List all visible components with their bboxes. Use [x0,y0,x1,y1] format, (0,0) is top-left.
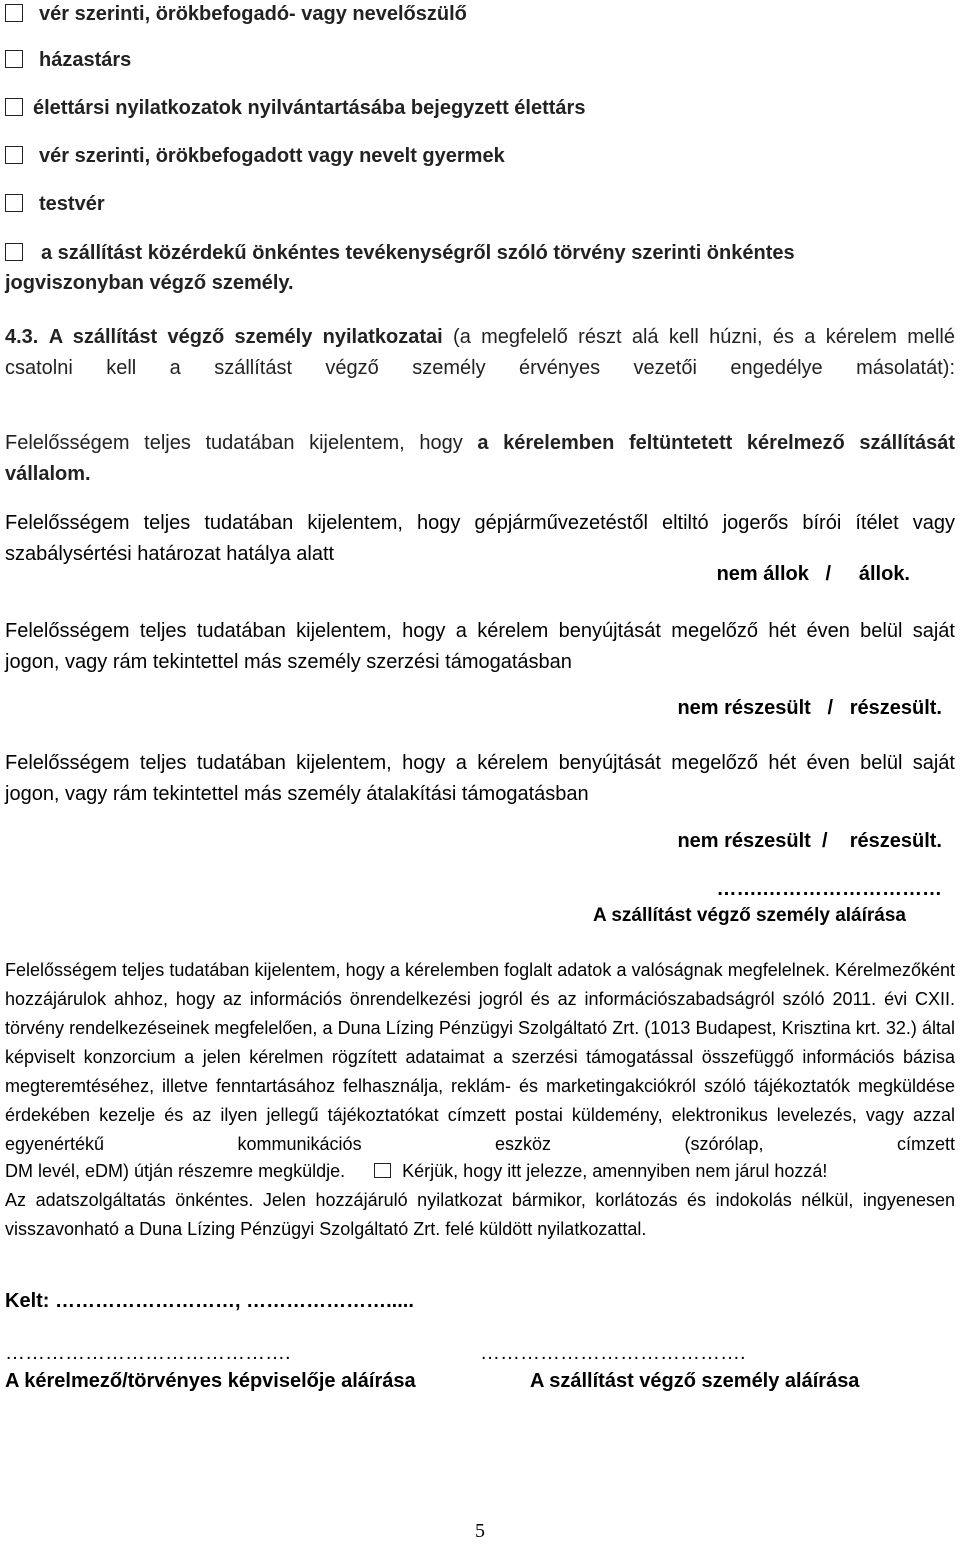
checkbox-option-partner[interactable] [5,93,955,123]
kelt-label: Kelt: [5,1290,50,1312]
checkbox-box[interactable] [5,194,23,212]
section-heading-block [5,322,955,383]
consent-optout-text: Kérjük, hogy itt jelezze, amennyiben nem járul hozzá! [402,1161,828,1181]
declaration-1-prefix: Felelősségem teljes tudatában kijelentem, hogy [5,432,463,454]
checkbox-label: testvér [39,193,105,215]
declaration-1-bold: a kérelemben feltüntetett kérelmező szállítását vállalom. [5,432,956,485]
declaration-1 [5,428,955,489]
checkbox-label: vér szerinti, örökbefogadó- vagy nevelőszülő [39,3,467,25]
sig-dots-right[interactable]: …………………………………. [480,1342,746,1364]
checkbox-box[interactable] [5,98,23,116]
declaration-2: Felelősségem teljes tudatában kijelentem, hogy gépjárművezetéstől eltiltó jogerős bírói ítélet vagy szabálysértési határozat hatálya alatt [5,512,955,565]
kelt-dots[interactable]: ………………………, …………………..... [55,1290,414,1312]
checkbox-box[interactable] [5,146,23,164]
checkbox-label: házastárs [39,49,132,71]
sig-label-left: A kérelmező/törvényes képviselője aláírása [5,1370,416,1392]
sig-dots-left[interactable]: ……………………………………. [5,1342,291,1364]
optout-checkbox[interactable] [374,1163,391,1178]
page-number: 5 [475,1520,485,1542]
declaration-4: Felelősségem teljes tudatában kijelentem, hogy a kérelem benyújtását megelőző hét éven belül saját jogon, vagy rám tekintettel más személy átalakítási támogatásban [5,752,955,805]
checkbox-box[interactable] [5,50,23,68]
signature-driver-dots[interactable]: …….……………………… [716,878,942,900]
consent-paragraph: Felelősségem teljes tudatában kijelentem, hogy a kérelemben foglalt adatok a valóságnak megfelelnek. Kérelmezőként hozzájárulok ahhoz, hogy az információs önrendelkezési jogról és az információszabadságról szóló 2011. évi CXII. törvény rendelkezéseinek megfelelően, a Duna Lízing Pénzügyi Szolgáltató Zrt. (1013 Budapest, Krisztina krt. 32.) által képviselt konzorcium a jelen kérelmen rögzített adataimat a szerzési támogatással összefüggő információs bázisa megteremtéséhez, illetve fenntartásához felhasználja, reklám- és marketingakciókról szóló tájékoztatók megküldése érdekében kezelje és az ilyen jellegű tájékoztatókat címzett postai küldemény, elektronikus levelezés, vagy azzal egyenértékű kommunikációs eszköz (szórólap, címzett [5,960,955,1154]
signature-driver-label: A szállítást végző személy aláírása [593,905,906,926]
section-title: A szállítást végző személy nyilatkozatai [48,326,443,348]
kelt-line[interactable] [5,1290,414,1313]
section-number: 4.3. [5,326,39,348]
checkbox-option-volunteer[interactable] [5,238,955,268]
checkbox-label-cont: jogviszonyban végző személy. [5,272,294,294]
consent-dm-line [5,1157,955,1186]
consent-dm-text: DM levél, eDM) útján részemre megküldje. [5,1161,346,1181]
checkbox-option-parent[interactable] [5,0,955,29]
section-intro: (a megfelelő részt alá kell húzni, és a kérelem mellé csatolni kell a szállítást végző személy érvényes vezetői engedélye másolatát): [5,326,955,379]
checkbox-option-volunteer-cont [5,268,955,298]
checkbox-label: a szállítást közérdekű önkéntes tevékenységről szóló törvény szerinti önkéntes [41,242,795,264]
checkbox-option-spouse[interactable] [5,45,955,75]
declaration-4-options[interactable]: nem részesült / részesült. [677,830,942,852]
checkbox-option-child[interactable] [5,141,955,171]
declaration-3-options[interactable]: nem részesült / részesült. [677,697,942,719]
declaration-2-options[interactable]: nem állok / állok. [716,563,910,585]
declaration-3: Felelősségem teljes tudatában kijelentem, hogy a kérelem benyújtását megelőző hét éven belül saját jogon, vagy rám tekintettel más személy szerzési támogatásban [5,620,955,673]
checkbox-box[interactable] [5,4,23,22]
sig-label-right: A szállítást végző személy aláírása [530,1370,860,1392]
checkbox-option-sibling[interactable] [5,189,955,219]
checkbox-label: vér szerinti, örökbefogadott vagy nevelt gyermek [39,145,505,167]
consent-voluntary: Az adatszolgáltatás önkéntes. Jelen hozzájáruló nyilatkozat bármikor, korlátozás és indokolás nélkül, ingyenesen visszavonható a Duna Lízing Pénzügyi Szolgáltató Zrt. felé küldött nyilatkozattal. [5,1190,955,1239]
checkbox-label: élettársi nyilatkozatok nyilvántartásába bejegyzett élettárs [33,97,586,119]
checkbox-box[interactable] [5,243,23,261]
